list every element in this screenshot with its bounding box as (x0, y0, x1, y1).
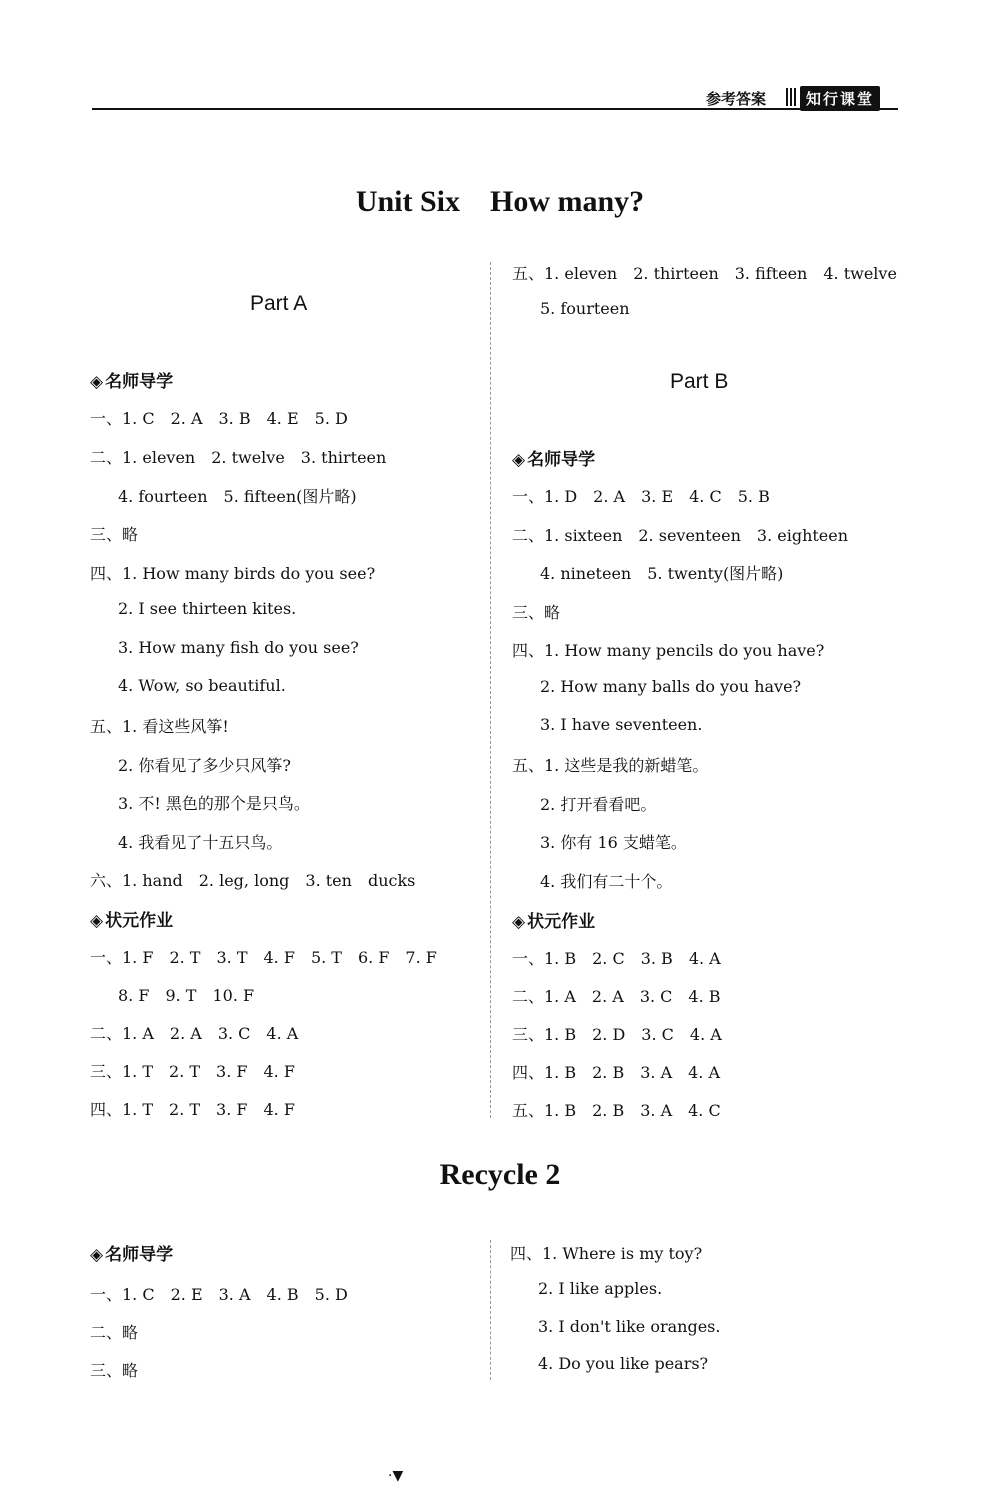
answer-line: 二、1. sixteen 2. seventeen 3. eighteen (512, 526, 849, 545)
answer-line: 三、略 (512, 603, 561, 622)
answer-line: 四、1. Where is my toy? (510, 1244, 703, 1263)
section-heading: ◈ 名师导学 (512, 450, 596, 470)
answer-line: 2. I like apples. (538, 1279, 663, 1298)
answer-line: 3. I don't like oranges. (538, 1317, 721, 1336)
answer-line: 二、1. A 2. A 3. C 4. B (512, 987, 721, 1006)
header-bars-decoration (786, 88, 798, 106)
answer-line: 三、1. T 2. T 3. F 4. F (90, 1062, 295, 1081)
answer-line: 一、1. C 2. A 3. B 4. E 5. D (90, 409, 348, 428)
page-title: Unit Six How many? (355, 185, 645, 218)
answer-line: 四、1. B 2. B 3. A 4. A (512, 1063, 721, 1082)
answer-line: 4. Wow, so beautiful. (118, 676, 286, 695)
recycle-title: Recycle 2 (439, 1158, 561, 1191)
answer-line: 4. Do you like pears? (538, 1354, 709, 1373)
section-heading: ◈ 状元作业 (512, 912, 596, 932)
diamond-icon: ◈ (512, 912, 526, 932)
answer-line: 四、1. How many pencils do you have? (512, 641, 825, 660)
answer-line: 二、1. eleven 2. twelve 3. thirteen (90, 448, 387, 467)
part-a-title: Part A (250, 292, 308, 315)
answer-line: 2. How many balls do you have? (540, 677, 802, 696)
answer-line: 四、1. How many birds do you see? (90, 564, 376, 583)
answer-line: 五、1. B 2. B 3. A 4. C (512, 1101, 721, 1120)
section-heading: ◈ 名师导学 (90, 1245, 174, 1265)
answer-line: 4. fourteen 5. fifteen(图片略) (118, 487, 357, 506)
answer-line: 三、略 (90, 525, 139, 544)
answer-line: 3. 你有 16 支蜡笔。 (540, 833, 687, 852)
answer-line: 8. F 9. T 10. F (118, 986, 255, 1005)
answer-line: 三、略 (90, 1361, 139, 1380)
section-heading: ◈ 状元作业 (90, 911, 174, 931)
part-b-title: Part B (670, 370, 729, 393)
answer-line: 3. How many fish do you see? (118, 638, 359, 657)
answer-line: 2. 打开看看吧。 (540, 795, 657, 814)
diamond-icon: ◈ (90, 1245, 104, 1265)
answer-line: 二、略 (90, 1323, 139, 1342)
answer-line: 五、1. 这些是我的新蜡笔。 (512, 756, 709, 775)
brand-logo: 知行课堂 (800, 86, 880, 111)
answer-line: 4. 我看见了十五只鸟。 (118, 833, 283, 852)
answer-line: 三、1. B 2. D 3. C 4. A (512, 1025, 722, 1044)
answer-line: 五、1. 看这些风筝! (90, 717, 229, 736)
answer-line: 5. fourteen (540, 299, 630, 318)
page-number-mark: ·▼ (388, 1468, 404, 1484)
answer-line: 4. 我们有二十个。 (540, 872, 673, 891)
answer-line: 二、1. A 2. A 3. C 4. A (90, 1024, 299, 1043)
header-rule (92, 108, 898, 110)
answer-line: 2. 你看见了多少只风筝? (118, 756, 291, 775)
diamond-icon: ◈ (90, 372, 104, 392)
answer-line: 3. I have seventeen. (540, 715, 703, 734)
answer-line: 一、1. F 2. T 3. T 4. F 5. T 6. F 7. F (90, 948, 437, 967)
answer-line: 2. I see thirteen kites. (118, 599, 297, 618)
answer-line: 3. 不! 黑色的那个是只鸟。 (118, 794, 310, 813)
answer-line: 一、1. D 2. A 3. E 4. C 5. B (512, 487, 770, 506)
column-divider (490, 1240, 491, 1380)
answer-line: 一、1. B 2. C 3. B 4. A (512, 949, 721, 968)
answer-line: 六、1. hand 2. leg, long 3. ten ducks (90, 871, 416, 890)
section-heading: ◈ 名师导学 (90, 372, 174, 392)
diamond-icon: ◈ (512, 450, 526, 470)
header-label: 参考答案 (706, 90, 767, 108)
diamond-icon: ◈ (90, 911, 104, 931)
answer-line: 四、1. T 2. T 3. F 4. F (90, 1100, 295, 1119)
answer-line: 五、1. eleven 2. thirteen 3. fifteen 4. twelve (512, 264, 897, 283)
column-divider (490, 262, 491, 1118)
answer-line: 一、1. C 2. E 3. A 4. B 5. D (90, 1285, 348, 1304)
answer-line: 4. nineteen 5. twenty(图片略) (540, 564, 784, 583)
